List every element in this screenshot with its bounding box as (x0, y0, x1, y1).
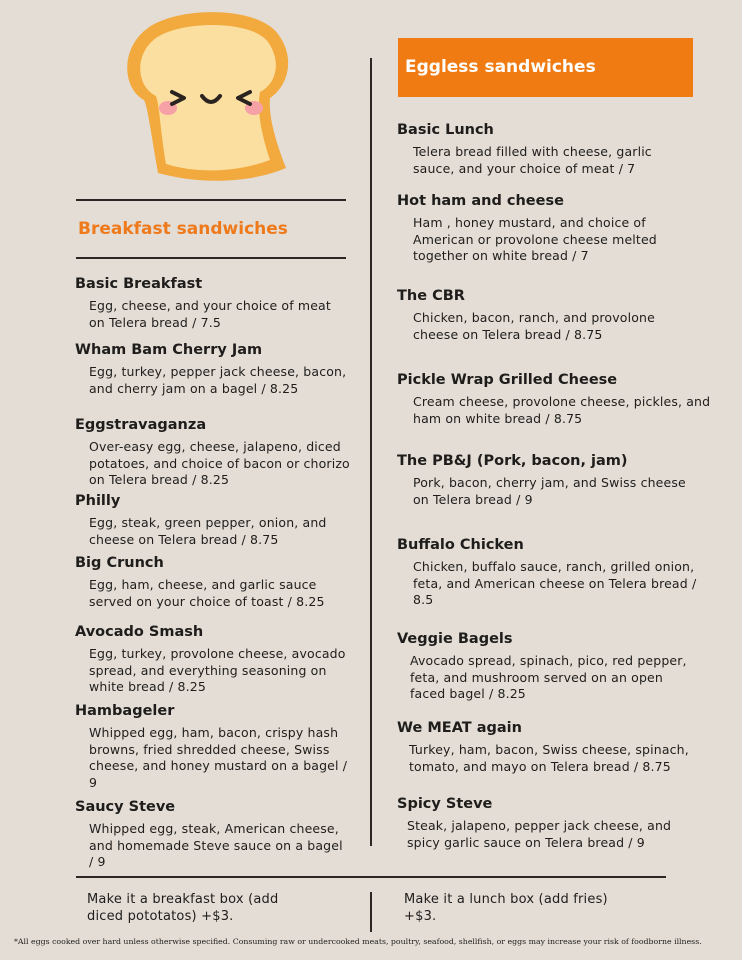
item-description: Egg, turkey, provolone cheese, avocado spread, and everything seasoning on white bread / 8.25 (89, 646, 346, 694)
toast-face-icon (118, 8, 298, 188)
item-description: Steak, jalapeno, pepper jack cheese, and spicy garlic sauce on Telera bread / 9 (407, 818, 672, 850)
item-name: Eggstravaganza (75, 417, 207, 433)
menu-item (75, 275, 350, 331)
breakfast-bottom-divider (76, 257, 346, 259)
breakfast-heading: Breakfast sandwiches (78, 219, 288, 239)
item-description: Whipped egg, ham, bacon, crispy hash browns, fried shredded cheese, Swiss cheese, and honey mustard on a bagel / 9 (89, 725, 348, 790)
menu-item (397, 795, 702, 851)
item-description: Egg, cheese, and your choice of meat on Telera bread / 7.5 (89, 298, 331, 330)
item-name: Buffalo Chicken (397, 537, 524, 553)
item-name: Hambageler (75, 703, 175, 719)
item-name: We MEAT again (397, 720, 522, 736)
menu-item (75, 554, 350, 610)
menu-item (75, 416, 350, 489)
item-name: Basic Lunch (397, 122, 494, 138)
item-description: Cream cheese, provolone cheese, pickles, and ham on white bread / 8.75 (413, 394, 711, 426)
item-name: The CBR (397, 288, 465, 304)
menu-item (75, 623, 350, 696)
menu-item (397, 536, 697, 609)
footer-column-divider (370, 892, 372, 932)
item-name: Wham Bam Cherry Jam (75, 342, 263, 358)
item-name: Basic Breakfast (75, 276, 203, 292)
item-name: Avocado Smash (75, 624, 204, 640)
eggless-heading: Eggless sandwiches (405, 57, 596, 77)
item-name: Pickle Wrap Grilled Cheese (397, 372, 618, 388)
menu-item (397, 371, 717, 427)
lunch-box-note: Make it a lunch box (add fries) +$3. (404, 892, 608, 924)
item-description: Egg, turkey, pepper jack cheese, bacon, and cherry jam on a bagel / 8.25 (89, 364, 347, 396)
item-description: Chicken, buffalo sauce, ranch, grilled onion, feta, and American cheese on Telera bread / 8.5 (413, 559, 697, 607)
item-name: Big Crunch (75, 555, 164, 571)
breakfast-top-divider (76, 199, 346, 201)
menu-item (397, 452, 697, 508)
item-description: Telera bread filled with cheese, garlic sauce, and your choice of meat / 7 (413, 144, 652, 176)
item-description: Avocado spread, spinach, pico, red pepper, feta, and mushroom served on an open faced bagel / 8.25 (410, 653, 687, 701)
menu-item (75, 702, 350, 791)
menu-item (397, 630, 702, 703)
item-name: Hot ham and cheese (397, 193, 564, 209)
eggless-banner (398, 38, 693, 97)
menu-item (397, 719, 702, 775)
item-name: The PB&J (Pork, bacon, jam) (397, 453, 628, 469)
item-description: Over-easy egg, cheese, jalapeno, diced potatoes, and choice of bacon or chorizo on Telera bread / 8.25 (89, 439, 350, 487)
item-description: Egg, steak, green pepper, onion, and cheese on Telera bread / 8.75 (89, 515, 327, 547)
item-description: Turkey, ham, bacon, Swiss cheese, spinach, tomato, and mayo on Telera bread / 8.75 (409, 742, 689, 774)
breakfast-box-note: Make it a breakfast box (add diced pototatos) +$3. (87, 892, 279, 924)
menu-item (75, 798, 350, 871)
item-description: Whipped egg, steak, American cheese, and homemade Steve sauce on a bagel / 9 (89, 821, 343, 869)
menu-item (397, 287, 697, 343)
menu-item (75, 492, 350, 548)
item-name: Spicy Steve (397, 796, 493, 812)
disclaimer: *All eggs cooked over hard unless otherwise specified. Consuming raw or undercooked meats, poultry, seafood, shellfish, or eggs may increase your risk of foodborne illness. (14, 937, 702, 946)
item-description: Chicken, bacon, ranch, and provolone cheese on Telera bread / 8.75 (413, 310, 655, 342)
menu-item (397, 192, 697, 265)
menu-item (75, 341, 350, 397)
footer-divider (76, 876, 666, 878)
menu-item (397, 121, 697, 177)
item-name: Veggie Bagels (397, 631, 513, 647)
column-divider (370, 58, 372, 846)
item-name: Saucy Steve (75, 799, 176, 815)
item-description: Egg, ham, cheese, and garlic sauce served on your choice of toast / 8.25 (89, 577, 325, 609)
item-name: Philly (75, 493, 121, 509)
item-description: Ham , honey mustard, and choice of American or provolone cheese melted together on white bread / 7 (413, 215, 657, 263)
item-description: Pork, bacon, cherry jam, and Swiss cheese on Telera bread / 9 (413, 475, 686, 507)
